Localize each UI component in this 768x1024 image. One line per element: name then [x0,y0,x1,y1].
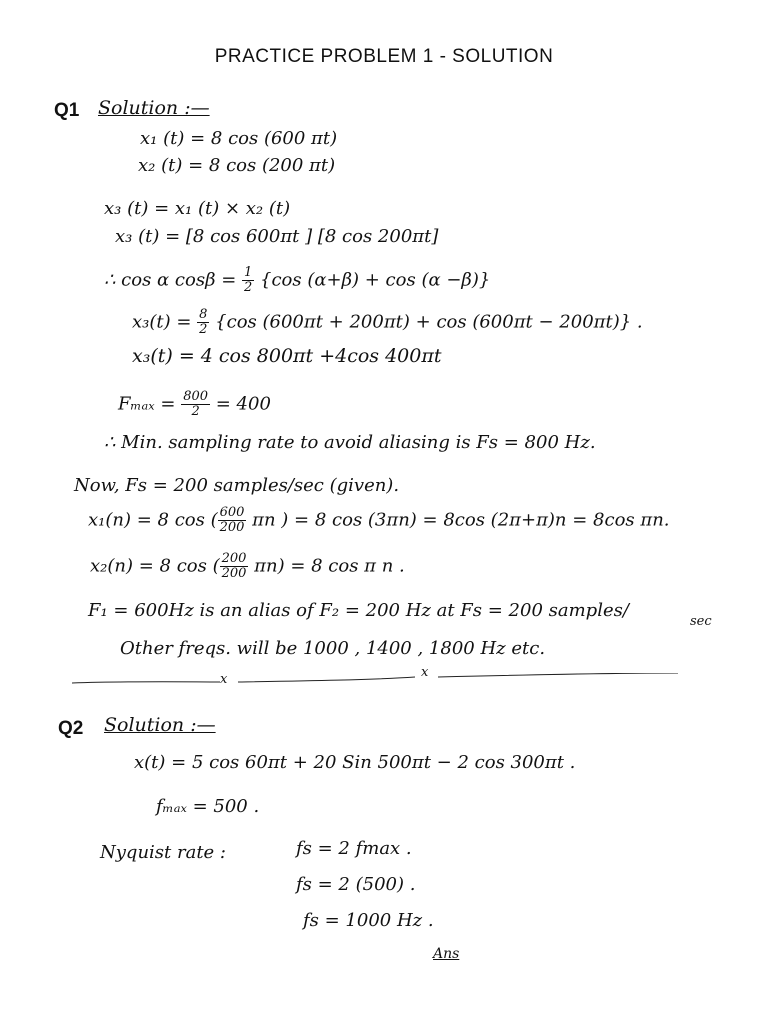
q1-other-freqs-line: Other freqs. will be 1000 , 1400 , 1800 Hz etc. [120,638,546,659]
q2-heading: Solution :— [104,714,216,736]
section-divider [70,673,680,687]
q1-x3-product-line: x₃ (t) = x₁ (t) × x₂ (t) [104,198,291,219]
q1-x2-line: x₂ (t) = 8 cos (200 πt) [138,155,336,176]
identity-suffix: {cos (α+β) + cos (α −β)} [254,269,491,291]
expansion-denominator: 2 [199,322,208,337]
q2-signal-line: x(t) = 5 cos 60πt + 20 Sin 500πt − 2 cos 300πt . [134,752,576,773]
q1-x2n-line [90,552,405,581]
x1n-prefix: x₁(n) = 8 cos ( [88,509,218,531]
expansion-fraction [197,308,209,337]
x2n-denominator: 200 [221,566,247,581]
expansion-prefix: x₃(t) = [132,311,198,333]
x2n-numerator: 200 [221,551,247,566]
identity-numerator: 1 [244,265,253,280]
identity-fraction [242,266,254,295]
q2-nyquist-label: Nyquist rate : [100,842,226,863]
q1-x1n-line [88,506,670,535]
q1-min-rate-line: ∴ Min. sampling rate to avoid aliasing is Fs = 800 Hz. [104,432,596,453]
fmax-fraction [181,390,210,419]
q1-expansion-line [132,308,643,337]
q1-x3-bracket-line: x₃ (t) = [8 cos 600πt ] [8 cos 200πt] [115,226,439,247]
fmax-denominator: 2 [191,404,200,419]
x2n-fraction [220,552,249,581]
q2-label: Q2 [58,718,84,739]
q1-alias-sec: sec [690,614,712,629]
q2-nyquist-step-1: fs = 2 fmax . [296,838,412,859]
q1-result-line: x₃(t) = 4 cos 800πt +4cos 400πt [132,345,442,367]
x1n-denominator: 200 [219,520,245,535]
q1-heading: Solution :— [98,97,210,119]
expansion-numerator: 8 [199,307,208,322]
q2-nyquist-step-3: fs = 1000 Hz . [303,910,434,931]
page-title: PRACTICE PROBLEM 1 - SOLUTION [214,46,554,67]
q1-x1-line: x₁ (t) = 8 cos (600 πt) [140,128,338,149]
expansion-suffix: {cos (600πt + 200πt) + cos (600πt − 200πt)} . [209,311,643,333]
x2n-prefix: x₂(n) = 8 cos ( [90,555,220,577]
fmax-numerator: 800 [183,389,209,404]
identity-denominator: 2 [244,280,253,295]
q1-fmax-line [118,390,271,419]
q1-label: Q1 [54,100,80,121]
q1-alias-line: F₁ = 600Hz is an alias of F₂ = 200 Hz at Fs = 200 samples/ [88,600,629,621]
x1n-numerator: 600 [219,505,245,520]
answer-mark: Ans [433,946,460,962]
q1-now-line: Now, Fs = 200 samples/sec (given). [74,475,400,496]
identity-prefix: ∴ cos α cosβ = [104,269,243,291]
fmax-prefix: Fₘₐₓ = [118,393,182,415]
q1-identity-line [104,266,490,295]
divider-mark-2: x [421,665,429,680]
q2-fmax-line: fₘₐₓ = 500 . [156,796,260,817]
x1n-suffix: πn ) = 8 cos (3πn) = 8cos (2π+π)n = 8cos πn. [246,509,670,531]
divider-mark-1: x [220,672,228,687]
q2-nyquist-step-2: fs = 2 (500) . [296,874,416,895]
x2n-suffix: πn) = 8 cos π n . [248,555,405,577]
fmax-suffix: = 400 [210,393,271,415]
x1n-fraction [218,506,247,535]
